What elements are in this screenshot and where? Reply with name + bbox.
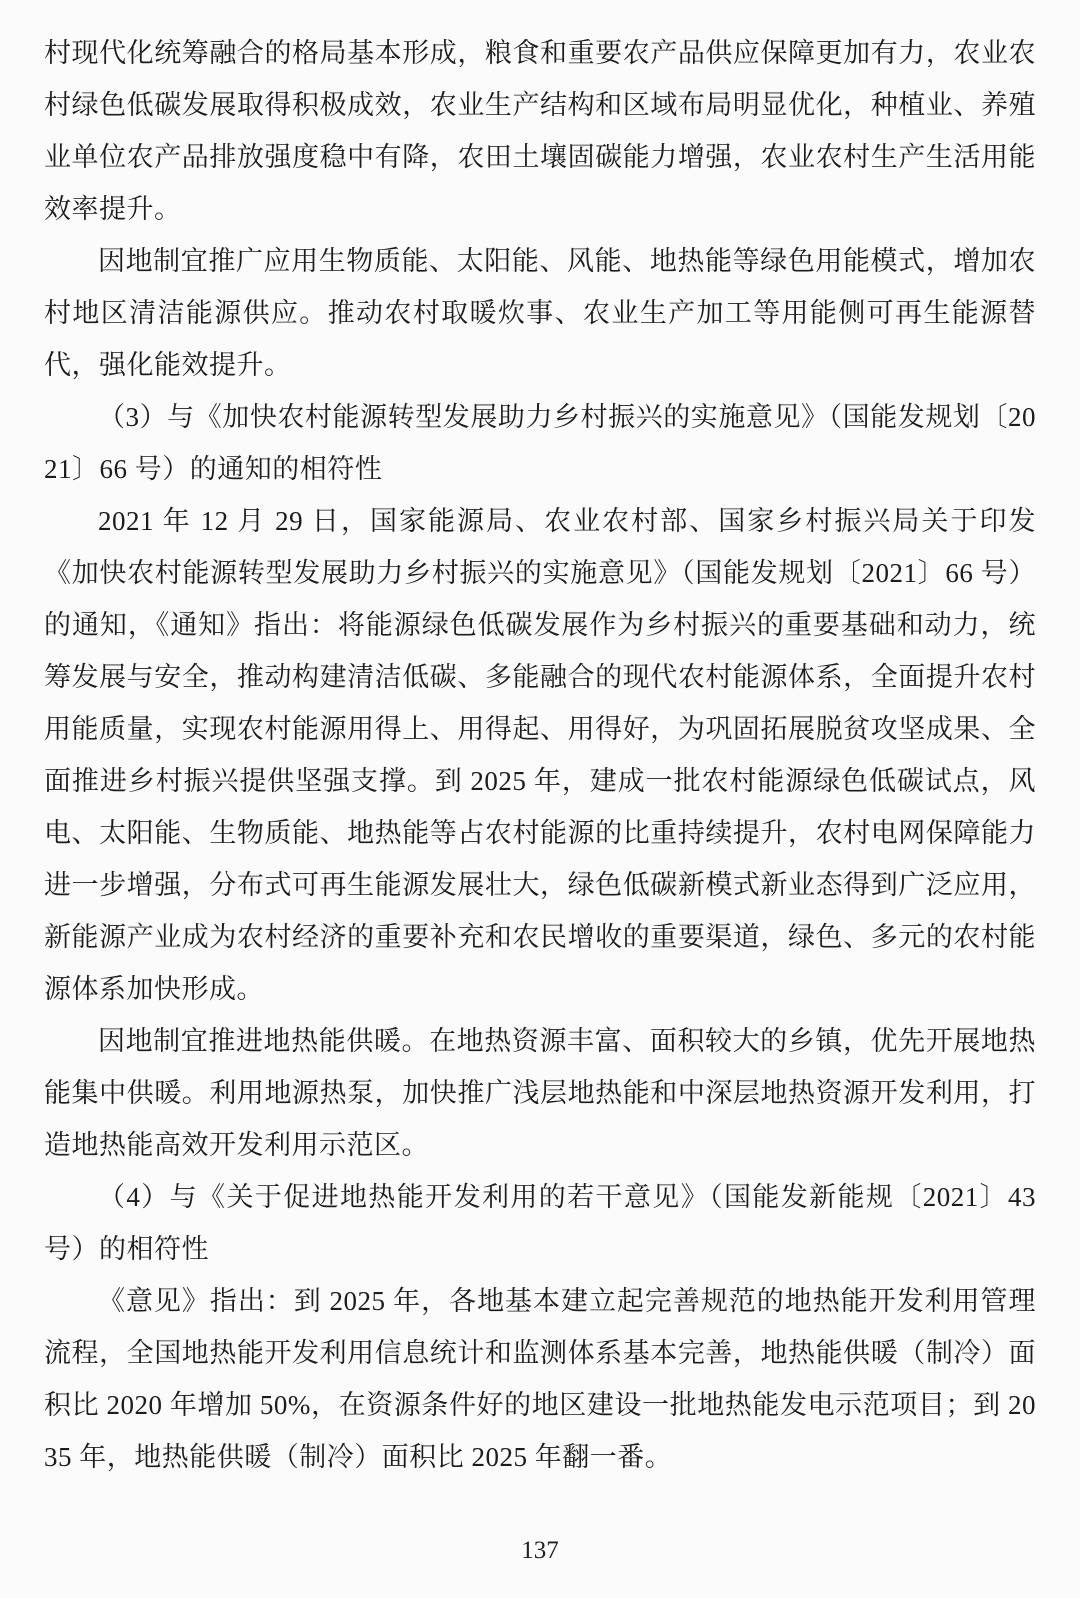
page-number: 137 <box>521 1537 559 1564</box>
paragraph: （3）与《加快农村能源转型发展助力乡村振兴的实施意见》（国能发规划〔2021〕66 号）的通知的相符性 <box>44 402 1036 484</box>
paragraph: 村现代化统筹融合的格局基本形成，粮食和重要农产品供应保障更加有力，农业农村绿色低碳发展取得积极成效，农业生产结构和区域布局明显优化，种植业、养殖业单位农产品排放强度稳中有降，农田土壤固碳能力增强，农业农村生产生活用能效率提升。 <box>44 38 1036 224</box>
paragraph: 因地制宜推广应用生物质能、太阳能、风能、地热能等绿色用能模式，增加农村地区清洁能源供应。推动农村取暖炊事、农业生产加工等用能侧可再生能源替代，强化能效提升。 <box>44 246 1036 380</box>
paragraph: 2021 年 12 月 29 日，国家能源局、农业农村部、国家乡村振兴局关于印发《加快农村能源转型发展助力乡村振兴的实施意见》（国能发规划〔2021〕66 号）的通知，《通知》指出：将能源绿色低碳发展作为乡村振兴的重要基础和动力，统筹发展与安全，推动构建清洁低碳、多能融合的现代农村能源体系，全面提升农村用能质量，实现农村能源用得上、用得起、用得好，为巩固拓展脱贫攻坚成果、全面推进乡村振兴提供坚强支撑。到 2025 年，建成一批农村能源绿色低碳试点，风电、太阳能、生物质能、地热能等占农村能源的比重持续提升，农村电网保障能力进一步增强，分布式可再生能源发展壮大，绿色低碳新模式新业态得到广泛应用，新能源产业成为农村经济的重要补充和农民增收的重要渠道，绿色、多元的农村能源体系加快形成。 <box>44 506 1036 1004</box>
document-body <box>44 27 1036 1483</box>
paragraph: （4）与《关于促进地热能开发利用的若干意见》（国能发新能规〔2021〕43 号）的相符性 <box>44 1182 1036 1264</box>
paragraph: 《意见》指出：到 2025 年，各地基本建立起完善规范的地热能开发利用管理流程，全国地热能开发利用信息统计和监测体系基本完善，地热能供暖（制冷）面积比 2020 年增加 50%，在资源条件好的地区建设一批地热能发电示范项目；到 2035 年，地热能供暖（制冷）面积比 2025 年翻一番。 <box>44 1286 1036 1472</box>
paragraph: 因地制宜推进地热能供暖。在地热资源丰富、面积较大的乡镇，优先开展地热能集中供暖。利用地源热泵，加快推广浅层地热能和中深层地热资源开发利用，打造地热能高效开发利用示范区。 <box>44 1026 1036 1160</box>
